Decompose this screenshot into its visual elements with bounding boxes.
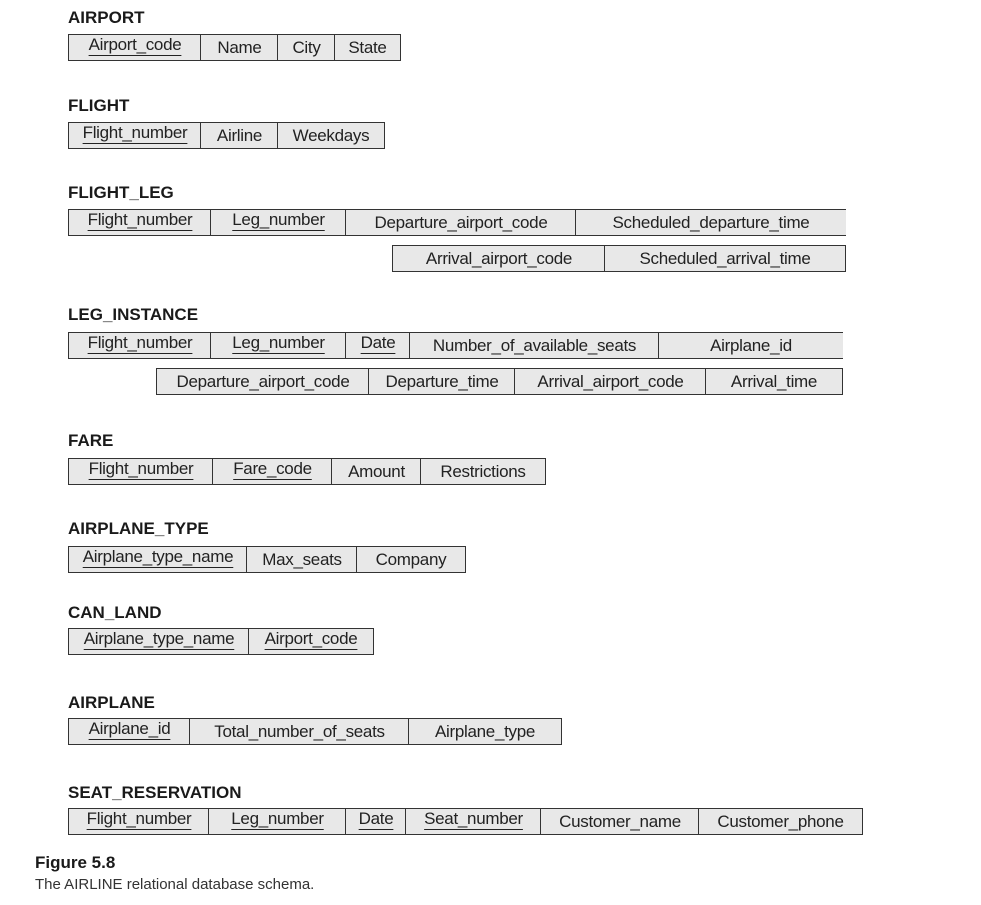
attribute — [658, 332, 843, 359]
primary-key-attribute — [68, 209, 211, 236]
attribute-label: Customer_name — [559, 811, 681, 831]
can-land-row — [68, 628, 374, 655]
flight-leg-row — [392, 245, 846, 272]
attribute-label: Weekdays — [292, 125, 370, 145]
attribute-label: Max_seats — [262, 549, 342, 569]
attribute — [698, 808, 863, 835]
primary-key-attribute — [208, 808, 346, 835]
attribute-label: Airline — [216, 125, 263, 145]
primary-key-attribute — [345, 332, 410, 359]
attribute-label: Company — [375, 549, 447, 569]
attribute-label: Leg_number — [231, 808, 324, 828]
attribute-label: Amount — [348, 461, 405, 481]
attribute-label: Scheduled_arrival_time — [639, 248, 811, 268]
airplane-row — [68, 718, 562, 745]
figure-number: Figure 5.8 — [35, 853, 116, 872]
attribute — [331, 458, 421, 485]
attribute-label: Scheduled_departure_time — [612, 212, 810, 232]
primary-key-attribute — [68, 718, 190, 745]
attribute — [246, 546, 357, 573]
attribute — [356, 546, 466, 573]
table-name-fare: FARE — [68, 431, 114, 450]
attribute — [540, 808, 699, 835]
flight-leg-row — [68, 209, 846, 236]
attribute-label: Number_of_available_seats — [432, 335, 637, 355]
primary-key-attribute — [212, 458, 332, 485]
table-name-airport: AIRPORT — [68, 8, 145, 27]
seat-reservation-row — [68, 808, 863, 835]
attribute-label: Fare_code — [233, 458, 312, 478]
attribute-label: Flight_number — [87, 332, 193, 352]
attribute — [408, 718, 562, 745]
attribute — [189, 718, 409, 745]
attribute-label: Airport_code — [264, 628, 358, 648]
attribute — [409, 332, 659, 359]
primary-key-attribute — [405, 808, 541, 835]
primary-key-attribute — [68, 808, 209, 835]
attribute-label: Flight_number — [82, 122, 188, 142]
figure-caption: The AIRLINE relational database schema. — [35, 876, 315, 893]
primary-key-attribute — [68, 34, 201, 61]
table-name-can-land: CAN_LAND — [68, 603, 162, 622]
primary-key-attribute — [68, 122, 201, 149]
attribute — [368, 368, 515, 395]
table-name-seat-reservation: SEAT_RESERVATION — [68, 783, 242, 802]
attribute-label: Arrival_airport_code — [425, 248, 573, 268]
attribute-label: Airplane_type_name — [82, 546, 234, 566]
attribute — [345, 209, 576, 236]
attribute-label: Customer_phone — [717, 811, 844, 831]
attribute-label: Airport_code — [88, 34, 182, 54]
primary-key-attribute — [68, 628, 249, 655]
primary-key-attribute — [68, 458, 213, 485]
table-name-leg-instance: LEG_INSTANCE — [68, 305, 199, 324]
primary-key-attribute — [68, 546, 247, 573]
attribute-label: City — [292, 37, 321, 57]
attribute-label: Airplane_id — [710, 335, 792, 355]
attribute-label: Departure_airport_code — [374, 212, 548, 232]
attribute — [200, 122, 278, 149]
table-name-airplane: AIRPLANE — [68, 693, 155, 712]
attribute-label: Airplane_type — [434, 721, 536, 741]
attribute-label: Flight_number — [86, 808, 192, 828]
leg-instance-row — [156, 368, 843, 395]
fare-row — [68, 458, 546, 485]
attribute — [575, 209, 846, 236]
attribute — [514, 368, 706, 395]
attribute-label: Airplane_type_name — [83, 628, 235, 648]
attribute-label: Leg_number — [232, 332, 325, 352]
attribute — [604, 245, 846, 272]
attribute-label: Arrival_time — [730, 371, 818, 391]
attribute — [334, 34, 401, 61]
leg-instance-row — [68, 332, 843, 359]
table-name-flight-leg: FLIGHT_LEG — [68, 183, 174, 202]
primary-key-attribute — [210, 332, 346, 359]
attribute-label: Airplane_id — [88, 718, 171, 738]
attribute-label: Seat_number — [424, 808, 523, 828]
airport-row — [68, 34, 401, 61]
attribute-label: Departure_time — [385, 371, 499, 391]
primary-key-attribute — [248, 628, 374, 655]
attribute-label: Date — [360, 332, 396, 352]
attribute — [277, 122, 385, 149]
attribute-label: Flight_number — [88, 458, 194, 478]
attribute-label: Departure_airport_code — [176, 371, 350, 391]
attribute-label: Name — [217, 37, 262, 57]
attribute-label: Flight_number — [87, 209, 193, 229]
attribute — [277, 34, 335, 61]
flight-row — [68, 122, 385, 149]
primary-key-attribute — [345, 808, 406, 835]
attribute-label: Total_number_of_seats — [214, 721, 385, 741]
table-name-flight: FLIGHT — [68, 96, 130, 115]
attribute-label: Date — [358, 808, 394, 828]
attribute-label: Arrival_airport_code — [537, 371, 684, 391]
attribute — [392, 245, 605, 272]
attribute-label: State — [348, 37, 387, 57]
attribute — [420, 458, 546, 485]
attribute-label: Leg_number — [232, 209, 325, 229]
attribute — [705, 368, 843, 395]
primary-key-attribute — [210, 209, 346, 236]
table-name-airplane-type: AIRPLANE_TYPE — [68, 519, 209, 538]
attribute-label: Restrictions — [440, 461, 526, 481]
primary-key-attribute — [68, 332, 211, 359]
attribute — [156, 368, 369, 395]
attribute — [200, 34, 278, 61]
airplane-type-row — [68, 546, 466, 573]
